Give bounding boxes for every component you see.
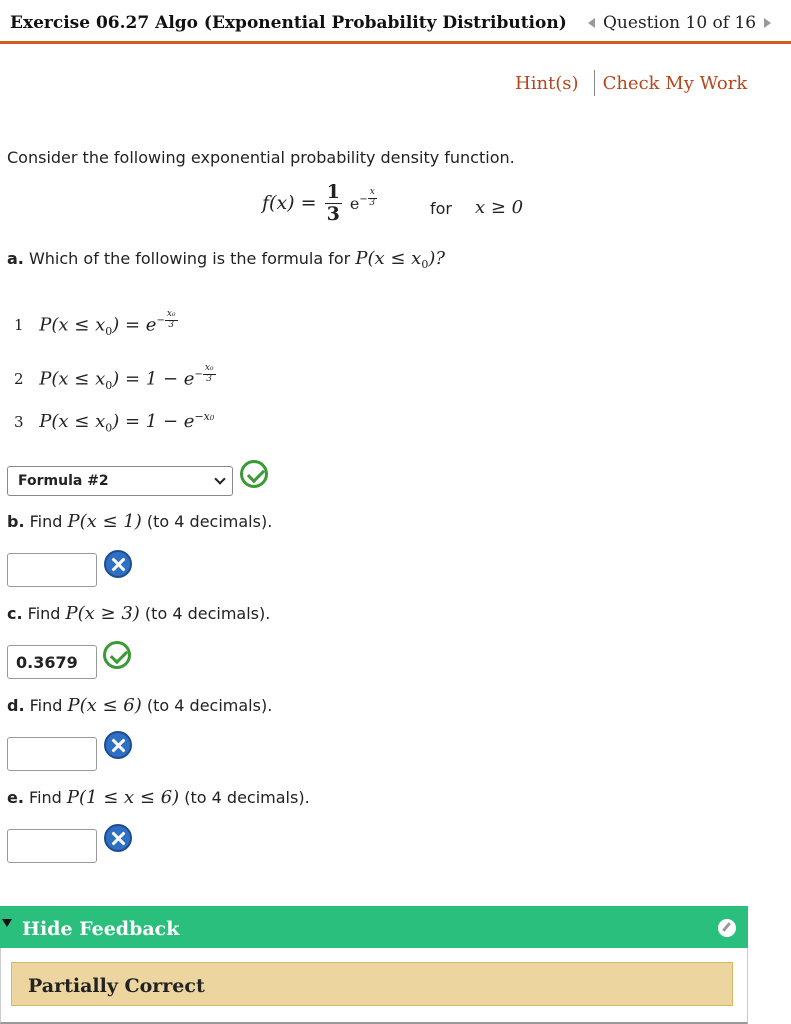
part-e-answer-input[interactable] [7,829,97,863]
correct-check-icon [240,460,268,488]
part-b-prompt: b. Find P(x ≤ 1) (to 4 decimals). [7,511,273,532]
problem-intro: Consider the following exponential probability density function. [7,148,515,167]
formula-option-3: 3 $P(x \le x_0) = 1 - e^{-x_0}$ [14,410,215,435]
incorrect-x-icon [104,550,132,578]
pdf-exponent-fraction: $\frac{x}{3}$ [369,187,376,209]
part-c-answer-input[interactable]: 0.3679 [7,645,97,679]
formula-option-2: 2 $P(x \le x_0) = 1 - e^{- \frac{\text{x₀}}{3}}$ [14,363,214,392]
part-d-prompt: d. Find P(x ≤ 6) (to 4 decimals). [7,695,273,716]
feedback-status: Partially Correct [11,962,733,1006]
hide-feedback-toggle[interactable] [0,906,748,948]
part-d-answer-input[interactable] [7,737,97,771]
caret-down-icon [2,919,12,927]
formula-select-value: Formula #2 [18,473,109,489]
pdf-lhs: f(x) = [262,191,317,214]
correct-check-icon [103,641,131,669]
feedback-panel [0,948,748,1024]
pencil-icon[interactable] [718,919,736,937]
formula-select[interactable] [7,466,233,496]
pdf-for-label: for [430,199,452,218]
hints-link[interactable]: Hint(s) [515,72,579,94]
previous-question-icon[interactable] [588,18,595,28]
formula-option-1: 1 $P(x \le x_0) = e^{- \frac{\text{x₀}}{3}}$ [14,309,176,338]
part-b-answer-input[interactable] [7,553,97,587]
pdf-fraction: $\frac{1}{3}$ [326,181,340,225]
pdf-formula: f(x) = $\frac{1}{3}$ $e^{- \frac{x}{3}}$ [262,181,376,225]
exercise-title: Exercise 06.27 Algo (Exponential Probability Distribution) [10,13,567,33]
link-divider [594,70,595,96]
part-a-prompt: a. Which of the following is the formula for $P(x \le x_0)$? [7,248,446,272]
next-question-icon[interactable] [764,18,771,28]
pdf-base: e [349,193,360,213]
incorrect-x-icon [104,731,132,759]
part-c-prompt: c. Find P(x ≥ 3) (to 4 decimals). [7,603,271,624]
question-counter: Question 10 of 16 [603,13,757,33]
check-my-work-link[interactable]: Check My Work [602,72,748,94]
chevron-down-icon [214,473,225,484]
pdf-condition: x ≥ 0 [475,197,524,218]
incorrect-x-icon [104,824,132,852]
exercise-header [0,0,791,44]
part-e-prompt: e. Find P(1 ≤ x ≤ 6) (to 4 decimals). [7,787,310,808]
feedback-title: Hide Feedback [22,918,180,940]
help-links [515,70,747,96]
question-navigator [588,13,771,33]
